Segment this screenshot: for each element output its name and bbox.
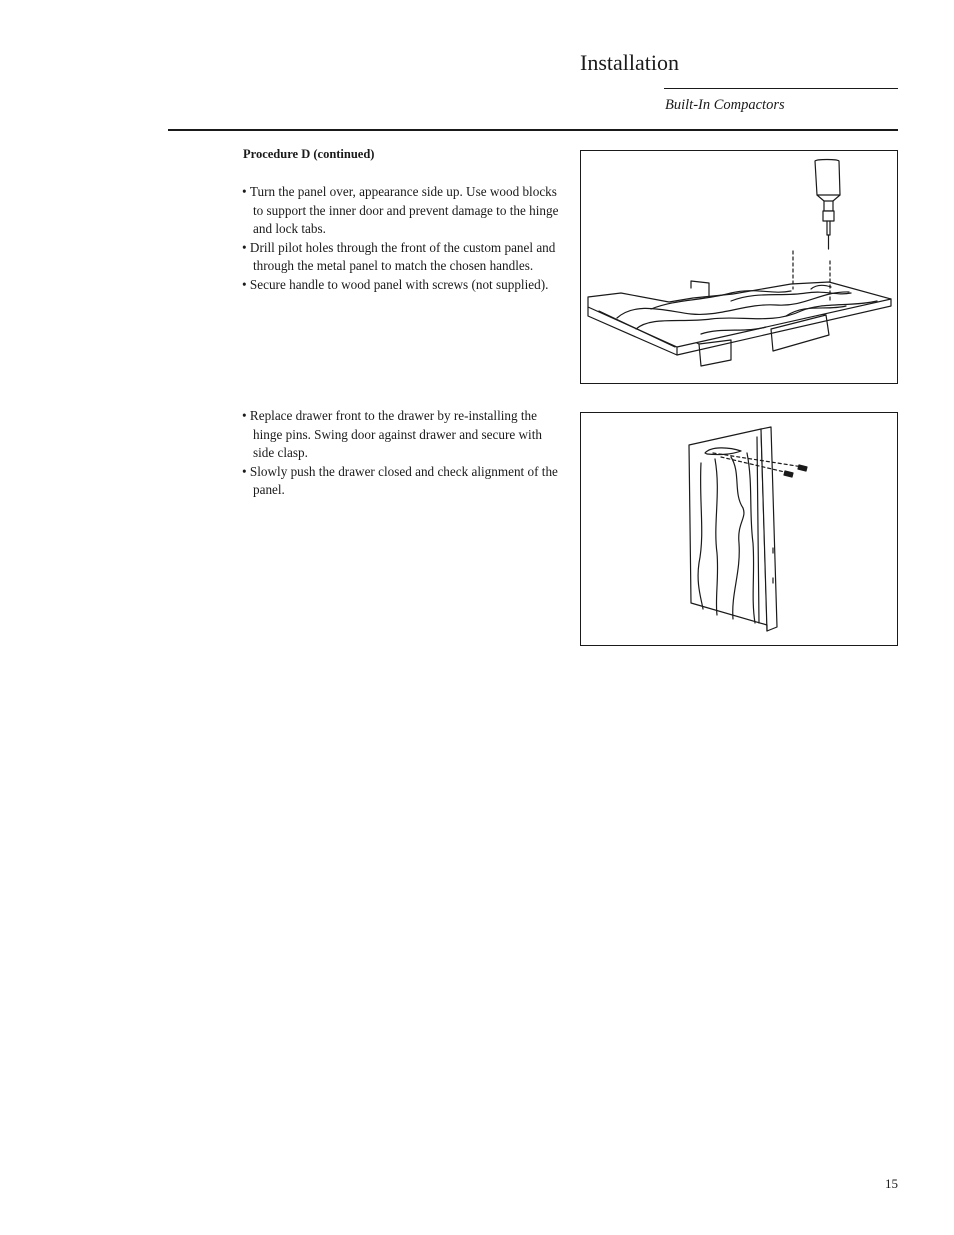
page-subtitle: Built-In Compactors <box>665 97 785 113</box>
instruction-item: • Replace drawer front to the drawer by re-installing the hinge pins. Swing door against drawer and secure with side clasp. <box>242 407 560 463</box>
instruction-item: • Slowly push the drawer closed and check alignment of the panel. <box>242 463 560 500</box>
instruction-item: • Turn the panel over, appearance side up. Use wood blocks to support the inner door and prevent damage to the hinge and lock tabs. <box>242 183 560 239</box>
header-divider <box>168 129 898 131</box>
instruction-list-1 <box>242 183 560 295</box>
attach-panel-illustration <box>580 412 898 646</box>
subtitle-rule <box>664 88 898 89</box>
instruction-item: • Drill pilot holes through the front of the custom panel and through the metal panel to match the chosen handles. <box>242 239 560 276</box>
instruction-list-2 <box>242 407 560 500</box>
page-number: 15 <box>885 1176 898 1191</box>
page-title: Installation <box>580 50 679 75</box>
procedure-heading: Procedure D (continued) <box>243 147 375 161</box>
drill-panel-illustration <box>580 150 898 384</box>
instruction-item: • Secure handle to wood panel with screws (not supplied). <box>242 276 560 295</box>
